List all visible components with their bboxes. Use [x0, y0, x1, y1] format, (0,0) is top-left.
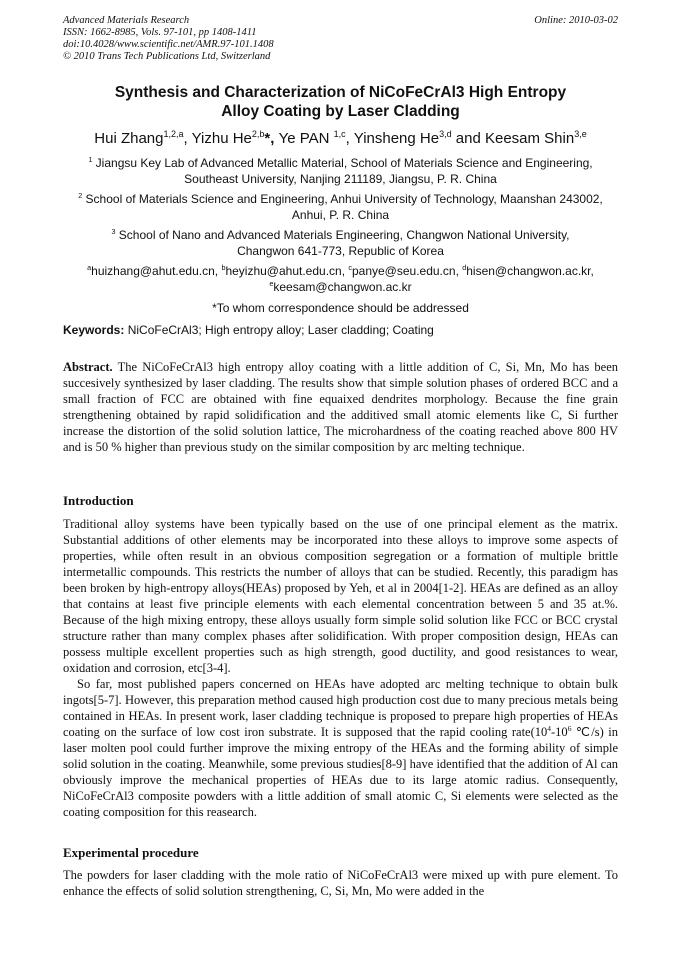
affiliation-number: 1 — [88, 155, 93, 164]
paragraph: The powders for laser cladding with the mole ratio of NiCoFeCrAl3 were mixed up with pure element. To enhance the effects of solid solution strengthening, C, Si, Mn, Mo were added in the — [63, 868, 618, 898]
affiliation-text: Southeast University, Nanjing 211189, Jiangsu, P. R. China — [184, 172, 497, 186]
affiliation-3 — [63, 227, 618, 259]
paragraph: Traditional alloy systems have been typically based on the use of one principal element as the matrix. Substantial additions of other elements may be incorporated into these alloys to improve some aspects of properties, while often result in an obvious composition segregation or a formation of multiple brittle intermetallic compounds. This restricts the number of alloys that can be studied. Recently, this paradigm has been broken by high-entropy alloys(HEAs) proposed by Yeh, et al in 2004[1-2]. HEAs are defined as an alloy that contains at least five principle elements with each elemental concentration between 5 and 35 at.%. Because of the high mixing entropy, these alloys usually form simple solid solution like FCC or BCC crystal structure rather than many complex phases after solidification. With proper composition design, HEAs can possess multiple excellent properties such as high strength, good ductility, and good resistances to wear, oxidation and corrosion, etc[3-4]. — [63, 517, 618, 675]
author-affiliation-mark: 1,c — [333, 129, 346, 139]
online-date: Online: 2010-03-02 — [534, 15, 618, 26]
copyright-line: © 2010 Trans Tech Publications Ltd, Switzerland — [63, 51, 271, 62]
affiliation-1 — [63, 155, 618, 187]
author-affiliation-mark: 3,d — [439, 129, 452, 139]
email-link[interactable]: keesam@changwon.ac.kr — [273, 280, 412, 294]
affiliation-text: Jiangsu Key Lab of Advanced Metallic Material, School of Materials Science and Engineering, — [92, 156, 593, 170]
running-header — [63, 15, 618, 63]
affiliation-text: Changwon 641-773, Republic of Korea — [237, 244, 444, 258]
affiliation-number: 3 — [111, 227, 116, 236]
keywords-label: Keywords: — [63, 323, 125, 337]
email-link[interactable]: panye@seu.edu.cn — [351, 264, 456, 278]
email-link[interactable]: heyizhu@ahut.edu.cn — [225, 264, 342, 278]
author-affiliation-mark: 2,b — [251, 129, 265, 139]
author-separator: , — [183, 130, 192, 147]
author-list — [63, 129, 618, 148]
author-name: Hui Zhang — [94, 130, 164, 147]
section-heading-experimental: Experimental procedure — [63, 845, 199, 860]
email-link[interactable]: hisen@changwon.ac.kr — [466, 264, 591, 278]
keywords-line — [63, 322, 618, 338]
author-name: Ye PAN — [278, 130, 334, 147]
email-link[interactable]: huizhang@ahut.edu.cn — [91, 264, 215, 278]
paper-title — [63, 83, 618, 121]
affiliation-text: School of Nano and Advanced Materials Engineering, Changwon National University, — [115, 228, 570, 242]
email-list: $^a$huizhang@ahut.edu.cn, $^b$heyizhu@ahut.edu.cn, $^c$panye@seu.edu.cn, $^d$hisen@changwon.ac.kr, $^e$keesam@changwon.ac.kr — [87, 263, 594, 294]
affiliation-text: Anhui, P. R. China — [291, 208, 390, 222]
author-name: Keesam Shin — [484, 130, 575, 147]
author-separator: and — [451, 130, 485, 147]
affiliation-2 — [63, 191, 618, 223]
title-line-1: Synthesis and Characterization of NiCoFeCrAl3 High Entropy — [114, 84, 567, 101]
doi-line: doi:10.4028/www.scientific.net/AMR.97-101.1408 — [63, 39, 274, 50]
experimental-body — [63, 867, 618, 899]
author-affiliation-mark: 3,e — [574, 129, 587, 139]
issn-line: ISSN: 1662-8985, Vols. 97-101, pp 1408-1411 — [63, 27, 257, 38]
affiliation-number: 2 — [78, 191, 83, 200]
correspondence-note: *To whom correspondence should be addressed — [212, 301, 469, 315]
author-name: Yinsheng He — [353, 130, 440, 147]
affiliation-text: School of Materials Science and Engineering, Anhui University of Technology, Maanshan 243002, — [82, 192, 603, 206]
author-affiliation-mark: 1,2,a — [163, 129, 184, 139]
author-name: Yizhu He — [191, 130, 252, 147]
author-separator: *, — [264, 130, 279, 147]
introduction-body — [63, 516, 618, 820]
author-separator: , — [345, 130, 354, 147]
title-line-2: Alloy Coating by Laser Cladding — [221, 103, 460, 120]
journal-name: Advanced Materials Research — [63, 15, 190, 26]
section-heading-introduction: Introduction — [63, 493, 134, 508]
paragraph: So far, most published papers concerned on HEAs have adopted arc melting technique to obtain bulk ingots[5-7]. However, this preparation method caused high production cost due to many precious metals being contained in HEAs. In present work, laser cladding technique is proposed to prepare high properties of HEAs coating on the surface of low cost iron substrate. It is supposed that the rapid cooling $rate(10^4-10^6$ ℃/s) in laser molten pool could further improve the mixing entropy of the HEAs and the forming ability of simple solid solution in the coating. Meanwhile, some previous studies[8-9] have identified that the addition of Al can obviously improve the mechanical properties of HEAs due to its large atomic radius. Consequently, NiCoFeCrAl3 composite powders with a little addition of small atomic C, Si elements were selected as the coating composition for this reasearch. — [63, 677, 618, 819]
keywords-text: NiCoFeCrAl3; High entropy alloy; Laser cladding; Coating — [124, 323, 434, 337]
abstract-text: The NiCoFeCrAl3 high entropy alloy coating with a little addition of C, Si, Mn, Mo has been succesively synthesized by laser cladding. The results show that simple solution phases of ordered BCC and a small fraction of FCC are obtained with fine equaixed dendrites morphology. Because the fine grain strengthening obtained by rapid solidification and the additived small atomic elements like C, Si further increase the distortion of the solid solution lattice, The microhardness of the coating reached above 800 HV and is 50 % higher than previous study on the similar composition by arc melting technique. — [63, 360, 618, 454]
abstract-label: Abstract. — [63, 360, 113, 374]
abstract — [63, 359, 618, 455]
